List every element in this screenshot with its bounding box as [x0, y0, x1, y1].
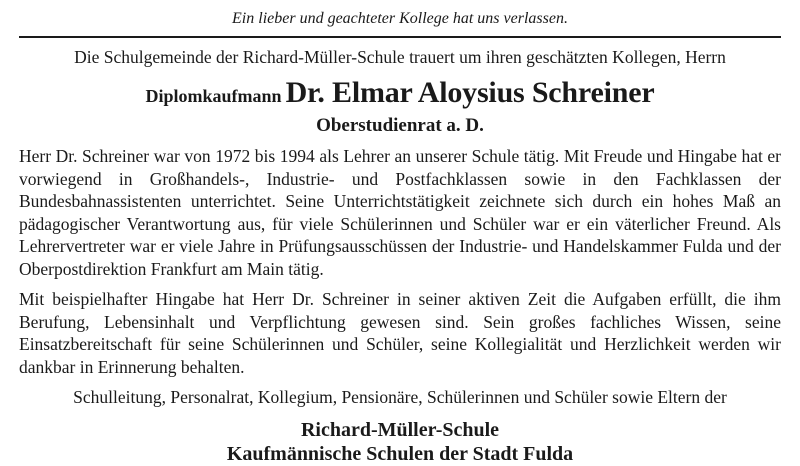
intro-line: Ein lieber und geachteter Kollege hat uns verlassen. [232, 10, 568, 27]
lead-text: Die Schulgemeinde der Richard-Müller-Schule trauert um ihren geschätzten Kollegen, Herrn [74, 47, 726, 67]
body-paragraph-1: Herr Dr. Schreiner war von 1972 bis 1994 als Lehrer an unserer Schule tätig. Mit Freude und Hingabe hat er vorwiegend in Großhandels-, Industrie- und Postfachklassen sowie in den Fachklassen der Bundesbahnassistenten unterrichtet. Seine Unterrichtstätigkeit zeichnete sich durch ein hohes Maß an pädagogischer Verantwortung aus, für viele Schülerinnen und Schüler war er ein väterlicher Freund. Als Lehrervertreter war er viele Jahre in Prüfungsausschüssen der Industrie- und Handelskammer Fulda und der Oberpostdirektion Frankfurt am Main tätig. [19, 146, 781, 279]
signoff-line: Schulleitung, Personalrat, Kollegium, Pensionäre, Schülerinnen und Schüler sowie Eltern der [73, 387, 727, 407]
body-paragraph-2: Mit beispielhafter Hingabe hat Herr Dr. Schreiner in seiner aktiven Zeit die Aufgaben erfüllt, die ihm Berufung, Lebensinhalt und Verpflichtung gewesen sind. Sein großes fachliches Wissen, seine Einsatzbereitschaft für seine Schülerinnen und Schüler, seine Kollegialität und Herzlichkeit werden wir dankbar in Erinnerung behalten. [19, 289, 781, 377]
divider-rule [19, 36, 781, 38]
deceased-name: Dr. Elmar Aloysius Schreiner [285, 76, 655, 109]
school-name: Richard-Müller-Schule [300, 419, 500, 441]
deceased-name-line [19, 76, 781, 115]
school-subtitle: Kaufmännische Schulen der Stadt Fulda [226, 443, 574, 465]
name-title: Oberstudienrat a. D. [316, 115, 484, 136]
name-prefix: Diplomkaufmann [145, 86, 282, 106]
